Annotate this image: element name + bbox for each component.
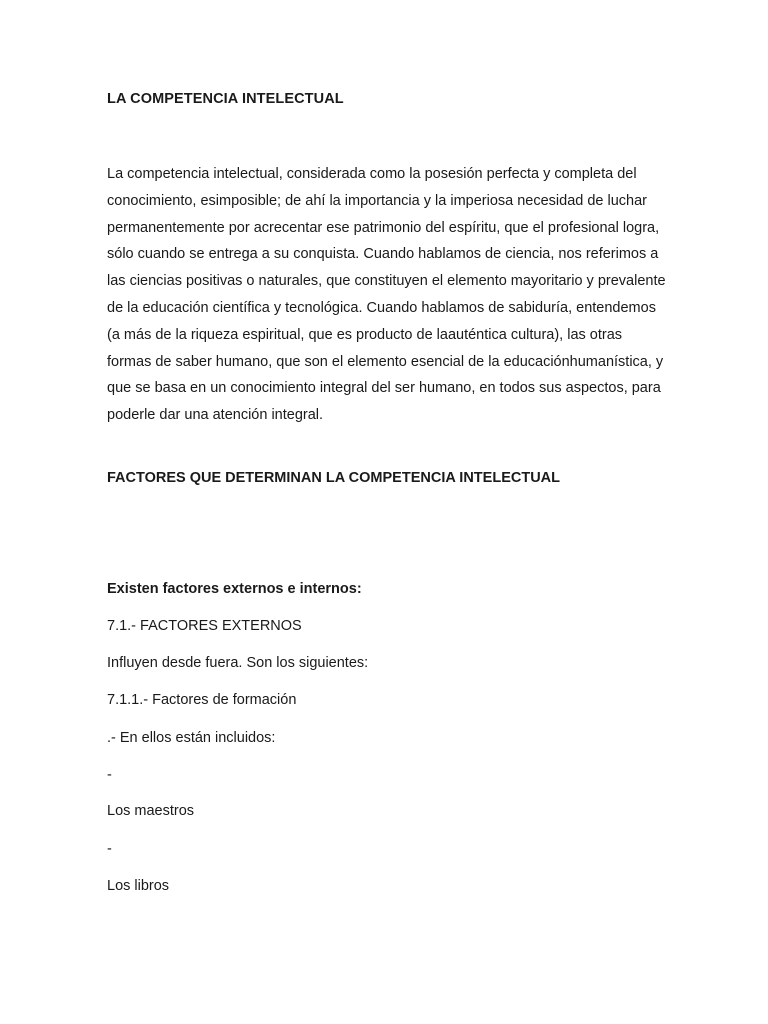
section-heading: FACTORES QUE DETERMINAN LA COMPETENCIA INTELECTUAL <box>107 470 560 486</box>
subsection-external-heading: 7.1.- FACTORES EXTERNOS <box>107 618 302 634</box>
included-intro: .- En ellos están incluidos: <box>107 730 276 746</box>
intro-paragraph: La competencia intelectual, considerada como la posesión perfecta y completa del conocimiento, esimposible; de ahí la importancia y la imperiosa necesidad de luchar permanentemente por acrecentar ese patrimonio del espíritu, que el profesional logra, sólo cuando se entrega a su conquista. Cuando hablamos de ciencia, nos referimos a las ciencias positivas o naturales, que constituyen el elemento mayoritario y prevalente de la educación científica y tecnológica. Cuando hablamos de sabiduría, entendemos (a más de la riqueza espiritual, que es producto de laauténtica cultura), las otras formas de saber humano, que son el elemento esencial de la educaciónhumanística, y que se basa en un conocimiento integral del ser humano, en todos sus aspectos, para poderle dar una atención integral. <box>107 166 666 424</box>
external-description: Influyen desde fuera. Son los siguientes: <box>107 655 369 671</box>
list-bullet: - <box>107 767 112 783</box>
list-item-maestros: Los maestros <box>107 803 195 819</box>
factors-intro: Existen factores externos e internos: <box>107 581 362 597</box>
document-title: LA COMPETENCIA INTELECTUAL <box>107 91 344 107</box>
subsection-formation-heading: 7.1.1.- Factores de formación <box>107 692 297 708</box>
list-bullet: - <box>107 841 112 857</box>
list-item-libros: Los libros <box>107 878 170 894</box>
